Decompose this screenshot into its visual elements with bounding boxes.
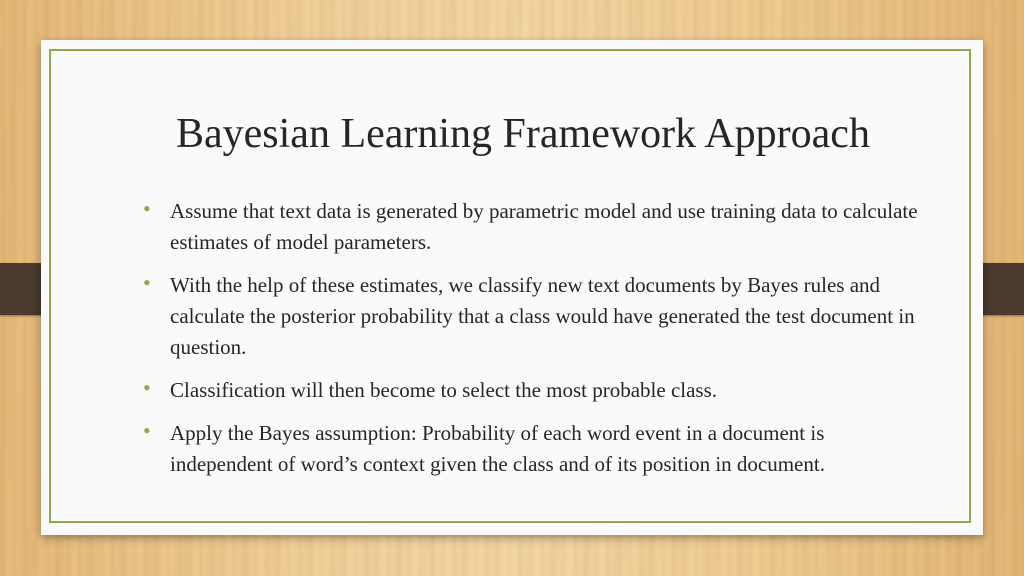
bullet-icon: • [143,196,151,221]
bullet-item [141,375,931,406]
bullet-item [141,418,931,480]
bullet-text: Classification will then become to select the most probable class. [170,378,718,402]
bullet-icon: • [143,375,151,400]
bullet-text: With the help of these estimates, we classify new text documents by Bayes rules and calculate the posterior probability that a class would have generated the test document in question. [170,273,915,359]
bullet-item [141,196,931,258]
slide-title: Bayesian Learning Framework Approach [176,111,870,157]
bullet-list [141,196,931,492]
bullet-item [141,270,931,363]
bullet-text: Apply the Bayes assumption: Probability of each word event in a document is independent of word’s context given the class and of its position in document. [170,421,825,476]
bullet-icon: • [143,270,151,295]
bullet-icon: • [143,418,151,443]
bullet-text: Assume that text data is generated by parametric model and use training data to calculate estimates of model parameters. [170,199,918,254]
slide-card [41,40,983,535]
